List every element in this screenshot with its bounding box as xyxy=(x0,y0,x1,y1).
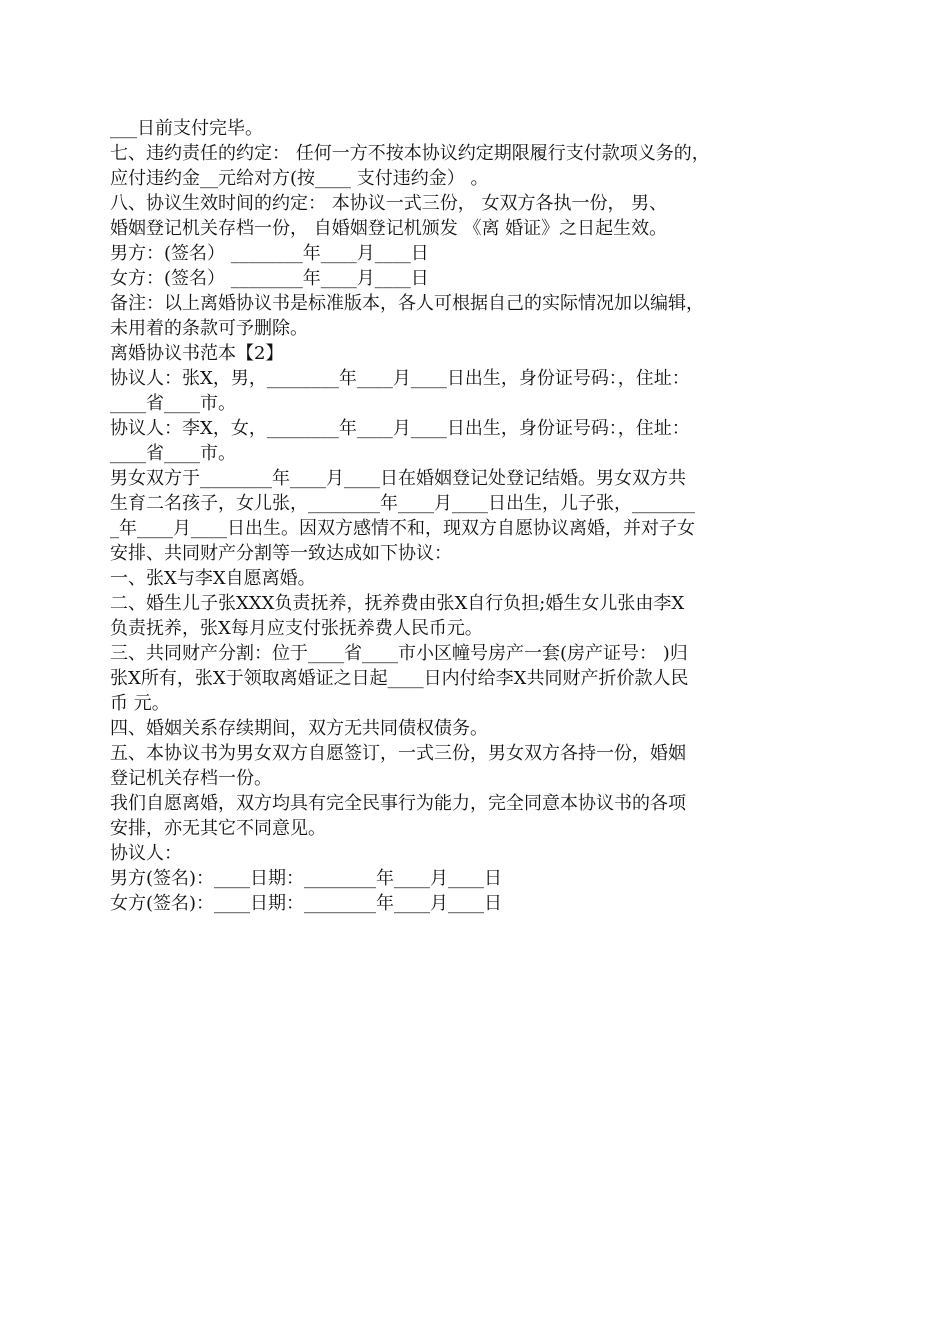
text-line: 一、张X与李X自愿离婚。 xyxy=(110,568,316,589)
signature-line: 女方：(签名） ________年____月____日 xyxy=(110,268,429,289)
text-line: 我们自愿离婚，双方均具有完全民事行为能力，完全同意本协议书的各项 xyxy=(110,793,686,814)
text-line: 三、共同财产分割：位于____省____市小区幢号房产一套(房产证号： )归 xyxy=(110,643,688,664)
text-line: 五、本协议书为男女双方自愿签订，一式三份，男女双方各持一份，婚姻 xyxy=(110,743,686,764)
text-line: 负责抚养，张X每月应支付张抚养费人民币元。 xyxy=(110,618,483,639)
text-line: 安排，亦无其它不同意见。 xyxy=(110,818,326,839)
text-line: 张X所有，张X于领取离婚证之日起____日内付给李X共同财产折价款人民 xyxy=(110,668,689,689)
signature-line: 女方(签名)：____日期：________年____月____日 xyxy=(110,893,503,914)
text-line: 八、协议生效时间的约定： 本协议一式三份， 女双方各执一份， 男、 xyxy=(110,193,668,214)
text-line: 未用着的条款可予删除。 xyxy=(110,318,308,339)
text-line: ___日前支付完毕。 xyxy=(110,118,263,139)
text-line: 四、婚姻关系存续期间，双方无共同债权债务。 xyxy=(110,718,488,739)
text-line: _年____月____日出生。因双方感情不和，现双方自愿协议离婚，并对子女 xyxy=(110,518,695,539)
text-line: ____省____市。 xyxy=(110,443,236,464)
text-line: 生育二名孩子，女儿张，________年____月____日出生，儿子张，_______ xyxy=(110,493,695,514)
text-line: 备注：以上离婚协议书是标准版本，各人可根据自己的实际情况加以编辑， xyxy=(110,293,704,314)
text-line: 婚姻登记机关存档一份， 自婚姻登记机颁发 《离 婚证》之日起生效。 xyxy=(110,218,668,239)
section-title: 离婚协议书范本【2】 xyxy=(110,343,284,364)
text-line: 币 元。 xyxy=(110,693,170,714)
signature-line: 男方：(签名） ________年____月____日 xyxy=(110,243,429,264)
text-line: 登记机关存档一份。 xyxy=(110,768,272,789)
text-line: 七、违约责任的约定： 任何一方不按本协议约定期限履行支付款项义务的， xyxy=(110,143,710,164)
text-line: 安排、共同财产分割等一致达成如下协议： xyxy=(110,543,452,564)
text-line: 协议人： xyxy=(110,843,182,864)
text-line: 男女双方于________年____月____日在婚姻登记处登记结婚。男女双方共 xyxy=(110,468,686,489)
text-line: 应付违约金__元给对方(按____ 支付违约金） 。 xyxy=(110,168,489,189)
document-page xyxy=(110,116,855,916)
text-line: 二、婚生儿子张XXX负责抚养，抚养费由张X自行负担;婚生女儿张由李X xyxy=(110,593,685,614)
signature-line: 男方(签名)：____日期：________年____月____日 xyxy=(110,868,503,889)
text-line: 协议人：李X，女，________年____月____日出生，身份证号码：，住址： xyxy=(110,418,690,439)
text-line: ____省____市。 xyxy=(110,393,236,414)
text-line: 协议人：张X，男，________年____月____日出生，身份证号码：，住址： xyxy=(110,368,690,389)
